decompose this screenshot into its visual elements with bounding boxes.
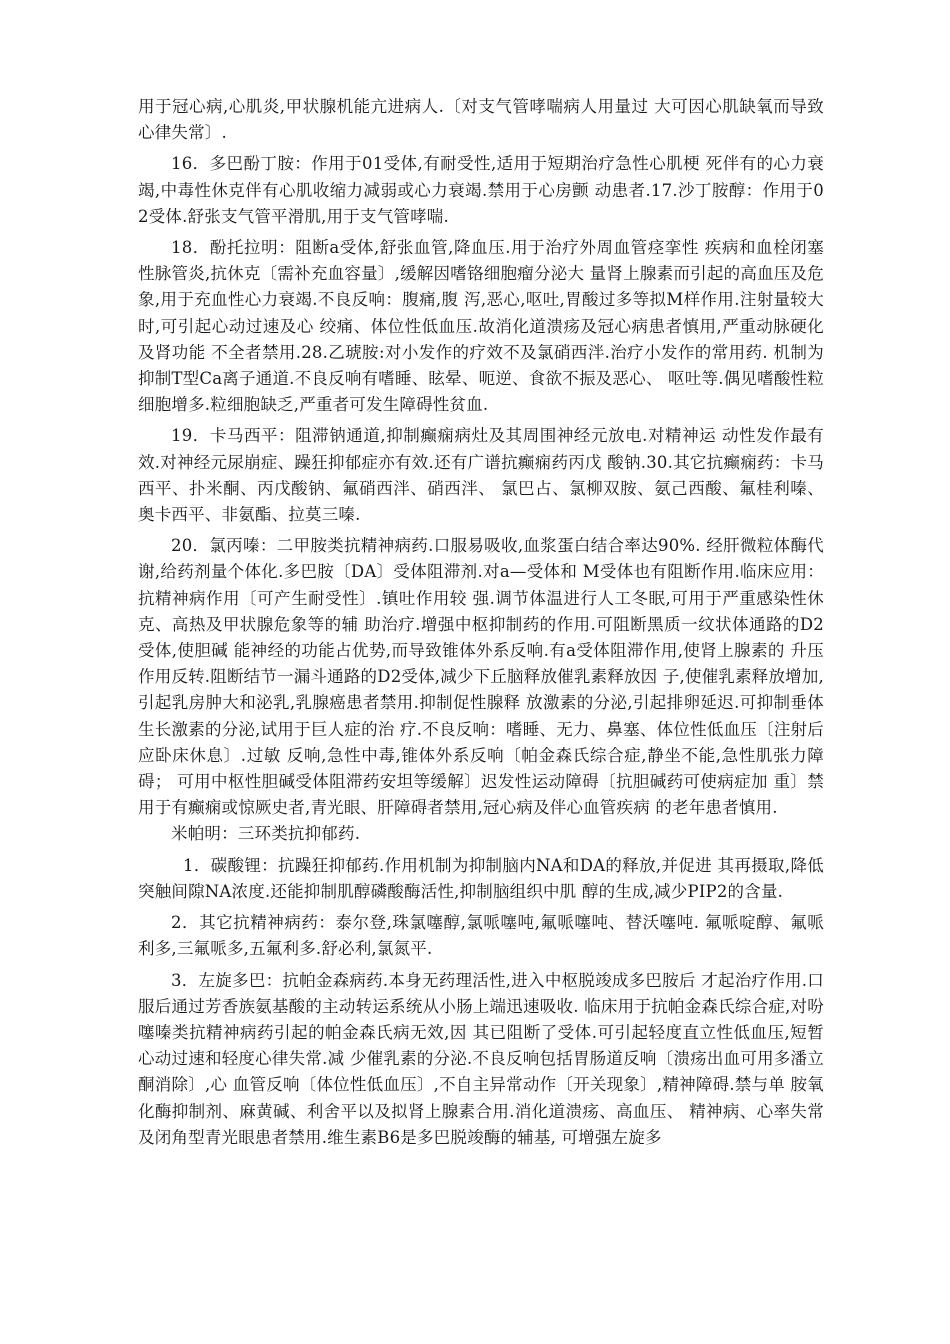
- paragraph-dobutamine: 16．多巴酚丁胺：作用于01受体,有耐受性,适用于短期治疗急性心肌梗 死伴有的心力衰竭,中毒性休克伴有心肌收缩力减弱或心力衰竭.禁用于心房颤 动患者.17.沙丁胺醇：作用于02受体.舒张支气管平滑肌,用于支气管哮喘.: [138, 154, 824, 226]
- paragraph-phentolamine: 18．酚托拉明：阻断a受体,舒张血管,降血压.用于治疗外周血管痉挛性 疾病和血栓闭塞性脉管炎,抗休克〔需补充血容量〕,缓解因嗜铬细胞瘤分泌大 量肾上腺素而引起的高血压及危象,用于充血性心力衰竭.不良反响：腹痛,腹 泻,恶心,呕吐,胃酸过多等拟M样作用.注射量较大时,可引起心动过速及心 绞痛、体位性低血压.故消化道溃疡及冠心病患者慎用,严重动脉硬化及肾功能 不全者禁用.28.乙琥胺:对小发作的疗效不及氯硝西泮.治疗小发作的常用药. 机制为抑制T型Ca离子通道.不良反响有嗜睡、眩晕、呃逆、食欲不振及恶心、 呕吐等.偶见嗜酸性粒细胞增多.粒细胞缺乏,严重者可发生障碍性贫血.: [138, 238, 824, 415]
- paragraph-lithium: 1．碳酸锂：抗躁狂抑郁药.作用机制为抑制脑内NA和DA的释放,并促进 其再摄取,降低突触间隙NA浓度.还能抑制肌醇磷酸酶活性,抑制脑组织中肌 醇的生成,减少PIP2的含量.: [138, 855, 824, 901]
- paragraph-chlorpromazine: 20．氯丙嗪：二甲胺类抗精神病药.口服易吸收,血浆蛋白结合率达90%. 经肝微粒体酶代谢,给药剂量个体化.多巴胺〔DA〕受体阻滞剂.对a—受体和 M受体也有阻断作用.临床应用：抗精神病作用〔可产生耐受性〕.镇吐作用较 强.调节体温进行人工冬眠,可用于严重感染性休克、高热及甲状腺危象等的辅 助治疗.增强中枢抑制药的作用.可阻断黑质一纹状体通路的D2受体,使胆碱 能神经的功能占优势,而导致锥体外系反响.有a受体阻滞作用,使肾上腺素的 升压作用反转.阻断结节一漏斗通路的D2受体,减少下丘脑释放催乳素释放因 子,使催乳素释放增加,引起乳房肿大和泌乳,乳腺癌患者禁用.抑制促性腺释 放激素的分泌,引起排卵延迟.可抑制垂体生长激素的分泌,试用于巨人症的治 疗.不良反响：嗜睡、无力、鼻塞、体位性低血压〔注射后应卧床休息〕.过敏 反响,急性中毒,锥体外系反响〔帕金森氏综合症,静坐不能,急性肌张力障碍； 可用中枢性胆碱受体阻滞药安坦等缓解〕迟发性运动障碍〔抗胆碱药可使病症加 重〕禁用于有癫痫或惊厥史者,青光眼、肝障碍者禁用,冠心病及伴心血管疾病 的老年患者慎用.: [138, 536, 824, 818]
- paragraph-imipramine: 米帕明：三环类抗抑郁药.: [171, 824, 361, 844]
- paragraph-carbamazepine: 19．卡马西平：阻滞钠通道,抑制癫痫病灶及其周围神经元放电.对精神运 动性发作最有效.对神经元尿崩症、躁狂抑郁症亦有效.还有广谱抗癫痫药丙戊 酸钠.30.其它抗癫痫药：卡马西平、扑米酮、丙戊酸钠、氟硝西泮、硝西泮、 氯巴占、氯柳双胺、氨己西酸、氟桂利嗪、奥卡西平、非氨酯、拉莫三嗪.: [138, 426, 824, 525]
- paragraph-antipsychotics: 2．其它抗精神病药：泰尔登,珠氯噻醇,氯哌噻吨,氟哌噻吨、替沃噻吨. 氟哌啶醇、氟哌利多,三氟哌多,五氟利多.舒必利,氯氮平.: [138, 913, 824, 959]
- paragraph-continuation: 用于冠心病,心肌炎,甲状腺机能亢进病人.〔对支气管哮喘病人用量过 大可因心肌缺氧而导致心律失常〕.: [138, 97, 824, 143]
- document-page: [138, 94, 824, 1151]
- paragraph-levodopa: 3．左旋多巴：抗帕金森病药.本身无药理活性,进入中枢脱竣成多巴胺后 才起治疗作用.口服后通过芳香族氨基酸的主动转运系统从小肠上端迅速吸收. 临床用于抗帕金森氏综合症,对吩噻嗪类抗精神病药引起的帕金森氏病无效,因 其已阻断了受体.可引起轻度直立性低血压,短暂心动过速和轻度心律失常.减 少催乳素的分泌.不良反响包括胃肠道反响〔溃疡出血可用多潘立酮消除〕,心 血管反响〔体位性低血压〕,不自主异常动作〔开关现象〕,精神障碍.禁与单 胺氧化酶抑制剂、麻黄碱、利舍平以及拟肾上腺素合用.消化道溃疡、高血压、 精神病、心率失常及闭角型青光眼患者禁用.维生素B6是多巴脱竣酶的辅基, 可增强左旋多: [138, 970, 824, 1147]
